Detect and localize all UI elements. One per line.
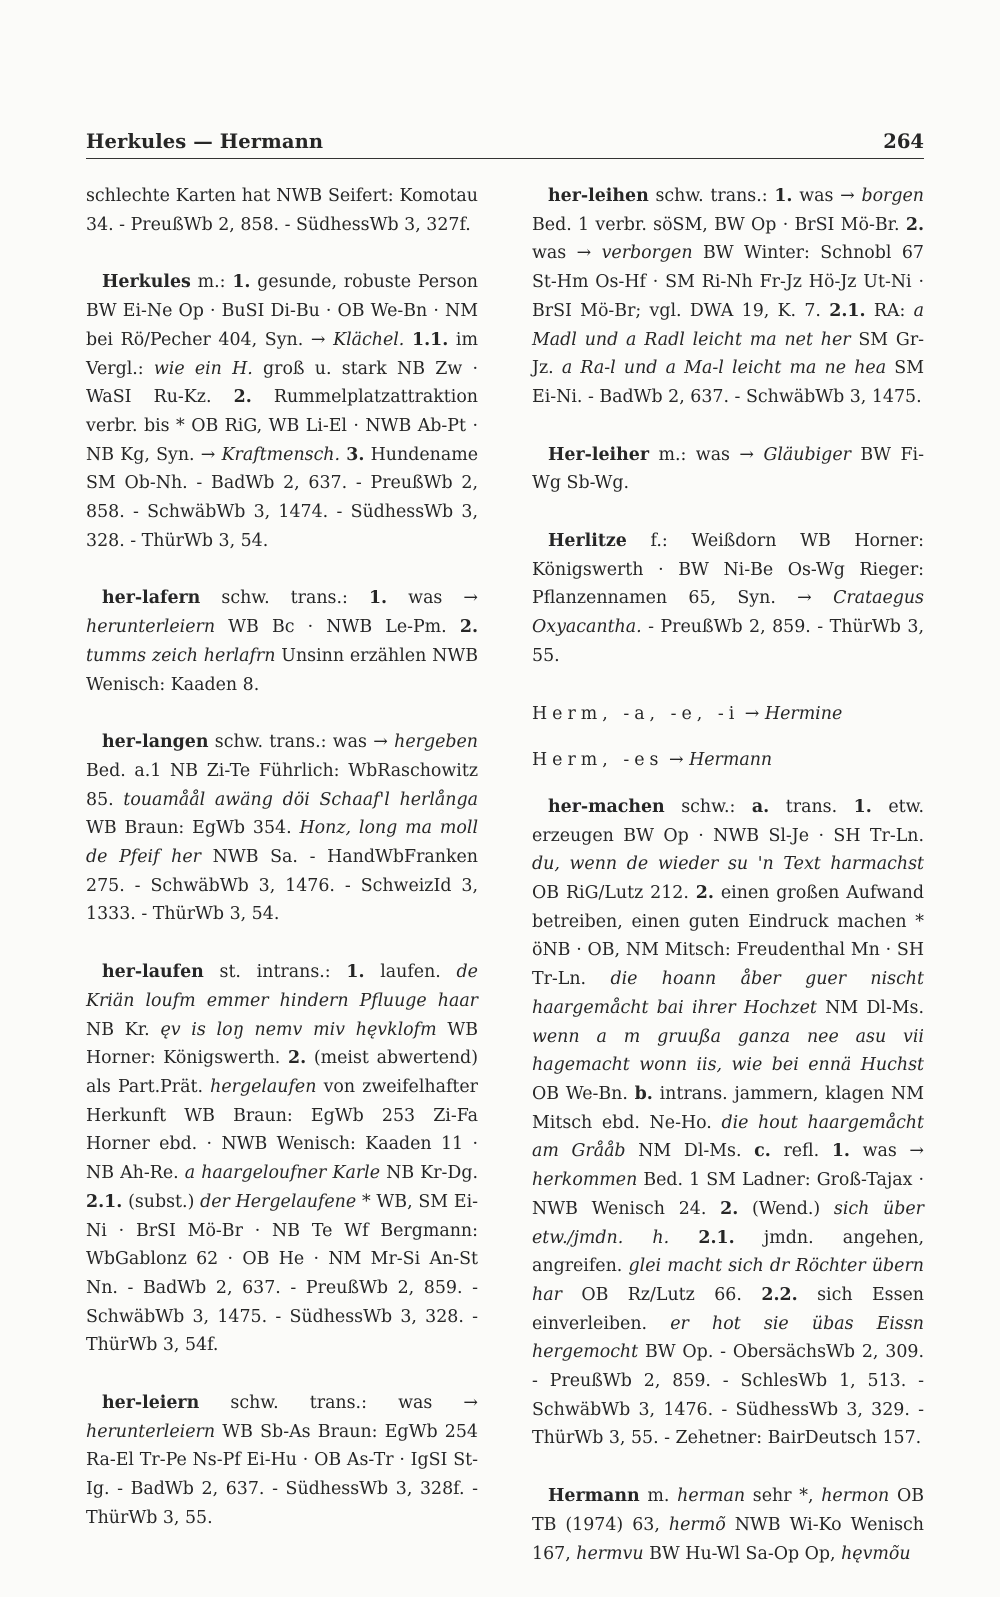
entry-text: was →	[532, 243, 602, 264]
sense-number: c.	[754, 1141, 771, 1162]
sense-number: 2.2.	[761, 1284, 798, 1305]
entry-text	[404, 330, 412, 350]
entry-text: (subst.)	[122, 1191, 201, 1212]
italic-text: Gläubiger	[763, 444, 851, 465]
entry-text: was →	[387, 588, 479, 609]
entry-text: NM Dl-Ms.	[625, 1141, 755, 1162]
sense-number: 2.	[288, 1048, 307, 1069]
entry-text: gesunde, robuste Person BW Ei-Ne Op · BuSI Di-Bu · OB We-Bn · NM bei Rö/Pecher 404, Syn. →	[86, 272, 479, 350]
italic-text: Hermine	[764, 703, 843, 724]
entry-text: OB Rz/Lutz 66.	[561, 1284, 762, 1305]
italic-text: a Ra-l und a Ma-l leicht ma ne hea	[561, 358, 887, 379]
sense-number: 1.	[774, 186, 793, 206]
sense-number: 2.	[459, 617, 478, 638]
entry-lemma: her-leiern	[102, 1393, 200, 1414]
entry-text: sich Essen einverleiben.	[532, 1284, 924, 1334]
italic-text: Hermann	[689, 750, 773, 771]
dictionary-entry	[86, 1389, 478, 1533]
entry-text: WB Sb-As Braun: EgWb 254 Ra-El Tr-Pe Ns-Pf Ei-Hu · OB As-Tr · IgSI St-Ig. - BadWb 2, 637. - SüdhessWb 3, 328f. - ThürWb 3, 55.	[86, 1421, 478, 1528]
entry-text: NWB Sa. - HandWbFranken 275. - SchwäbWb 3, 1476. - SchweizId 3, 1333. - ThürWb 3, 54.	[86, 847, 478, 925]
italic-text: ęv is loŋ nemv miv hęvklofm	[160, 1019, 437, 1040]
entry-text: m.:	[190, 272, 233, 293]
dictionary-entry	[532, 182, 924, 412]
entry-lemma: Herlitze	[548, 531, 627, 552]
italic-text: tumms zeich herlafrn	[86, 645, 276, 666]
entry-text: BW Hu-Wl Sa-Op Op,	[643, 1543, 842, 1564]
entry-text: Bed. 1 SM Ladner: Groß-Tajax · NWB Wenisch 24.	[532, 1170, 924, 1219]
entry-lemma: Herm, -a, -e, -i	[532, 703, 740, 724]
entry-text: Hundename SM Ob-Nh. - BadWb 2, 637. - PreußWb 2, 858. - SchwäbWb 3, 1474. - SüdhessWb 3, 328. - ThürWb 3, 54.	[86, 444, 478, 551]
running-title: Herkules — Hermann	[86, 130, 324, 153]
entry-text: NB Kr.	[86, 1019, 161, 1040]
dictionary-entry	[532, 793, 924, 1453]
italic-text: touamåål awäng döi Schaaf'l herlånga	[123, 789, 479, 810]
entry-text: trans.	[769, 796, 854, 817]
cross-reference	[532, 700, 924, 729]
entry-lemma: her-machen	[548, 796, 665, 817]
sense-number: 2.1.	[86, 1191, 123, 1212]
entry-text: sehr *,	[745, 1486, 822, 1507]
entry-text: schw. trans.: was →	[208, 732, 395, 753]
entry-lemma: her-lafern	[102, 588, 201, 609]
entry-text: WB Horner: Königswerth.	[86, 1019, 478, 1069]
entry-text: WB Bc · NWB Le-Pm.	[215, 617, 460, 638]
entry-text: Unsinn erzählen NWB Wenisch: Kaaden 8.	[86, 645, 478, 695]
sense-number: 2.	[233, 387, 252, 408]
entry-text: (Wend.)	[738, 1198, 834, 1219]
italic-text: herman	[677, 1486, 746, 1507]
sense-number: 2.	[905, 214, 924, 235]
entry-text: WB Braun: EgWb 354.	[86, 818, 300, 839]
italic-text: du, wenn de wieder su 'n Text harmachst	[532, 854, 924, 875]
entry-text: OB RiG/Lutz 212.	[532, 883, 696, 904]
sense-number: 2.	[695, 883, 714, 904]
entry-text: schw. trans.:	[648, 186, 775, 206]
entry-text: was →	[792, 186, 862, 206]
sense-number: 2.	[720, 1198, 739, 1219]
entry-text: NWB Wi-Ko Wenisch 167,	[532, 1514, 924, 1564]
entry-text: intrans. jammern, klagen NM Mitsch ebd. Ne-Ho.	[532, 1083, 925, 1133]
entry-text: einen großen Aufwand betreiben, einen guten Eindruck machen * öNB · OB, NM Mitsch: Freudenthal Mn · SH Tr-Ln.	[532, 883, 924, 990]
dictionary-entry	[86, 268, 478, 555]
entry-text: Rummelplatzattraktion verbr. bis * OB RiG, WB Li-El · NWB Ab-Pt · NB Kg, Syn. →	[86, 387, 478, 465]
entry-lemma: Hermann	[548, 1486, 640, 1507]
italic-text: sich über etw./jmdn. h.	[532, 1198, 924, 1248]
entry-text: schw.:	[664, 796, 752, 817]
sense-number: 1.	[346, 962, 365, 983]
entry-text: - PreußWb 2, 859. - ThürWb 3, 55.	[532, 617, 924, 666]
entry-text: f.: Weißdorn WB Horner: Königswerth · BW Ni-Be Os-Wg Rieger: Pflanzennamen 65, Syn. →	[532, 531, 924, 609]
entry-text: refl.	[770, 1141, 832, 1162]
entry-text: st. intrans.:	[203, 962, 347, 983]
sense-number: 2.1.	[698, 1227, 735, 1248]
entry-text: m.	[639, 1486, 678, 1507]
entry-text	[669, 1228, 698, 1248]
entry-text: Bed. a.1 NB Zi-Te Führlich: WbRaschowitz 85.	[86, 760, 478, 810]
entry-text: SM Ei-Ni. - BadWb 2, 637. - SchwäbWb 3, 1475.	[532, 358, 924, 407]
italic-text: borgen	[861, 186, 924, 206]
entry-text: NM Dl-Ms.	[816, 997, 924, 1018]
entry-text: NB Kr-Dg.	[380, 1163, 478, 1184]
entry-text: jmdn. angehen, angreifen.	[532, 1227, 925, 1277]
sense-number: 3.	[346, 444, 365, 465]
left-column	[86, 182, 478, 1562]
italic-text: a haargeloufner Karle	[184, 1163, 380, 1184]
entry-text: BW Winter: Schnobl 67 St-Hm Os-Hf · SM Ri-Nh Fr-Jz Hö-Jz Ut-Ni · BrSI Mö-Br; vgl. DWA 19, K. 7.	[532, 243, 924, 321]
sense-number: 2.1.	[829, 300, 866, 321]
entry-text: etw. erzeugen BW Op · NWB Sl-Je · SH Tr-Ln.	[532, 796, 924, 846]
entry-text: im Vergl.:	[86, 329, 478, 379]
italic-text: herkommen	[532, 1170, 638, 1191]
entry-lemma: Herkules	[102, 272, 191, 293]
entry-text: →	[663, 750, 690, 771]
dictionary-entry	[86, 958, 478, 1360]
entry-lemma: Her-leiher	[548, 444, 650, 465]
italic-text: er hot sie übas Eissn hergemocht	[532, 1313, 924, 1363]
dictionary-entry	[532, 1482, 924, 1568]
sense-number: 1.	[831, 1141, 850, 1162]
italic-text: herunterleiern	[86, 1421, 216, 1442]
italic-text: verborgen	[601, 243, 693, 264]
sense-number: 1.	[853, 796, 872, 817]
entry-text: schw. trans.: was →	[199, 1393, 478, 1414]
italic-text: wenn a m gruußa ganza nee asu vii hagemacht wonn iis, wie bei ennä Huchst	[532, 1026, 924, 1076]
entry-text: schlechte Karten hat NWB Seifert: Komotau 34. - PreußWb 2, 858. - SüdhessWb 3, 327f.	[86, 186, 478, 235]
italic-text: wie ein H.	[153, 358, 253, 379]
italic-text: Kraftmensch.	[221, 444, 341, 465]
entry-text: m.: was →	[649, 444, 764, 465]
italic-text: die hout haargemåcht am Grååb	[532, 1112, 924, 1162]
italic-text: hermõ	[668, 1514, 726, 1535]
entry-text: BW Op. - ObersächsWb 2, 309. - PreußWb 2, 859. - SchlesWb 1, 513. - SchwäbWb 3, 1476. - SüdhessWb 3, 329. - ThürWb 3, 55. - Zehetner: BairDeutsch 157.	[532, 1342, 924, 1449]
dictionary-entry	[532, 527, 924, 671]
entry-text: SM Gr-Jz.	[532, 329, 925, 379]
italic-text: hęvmõu	[841, 1543, 911, 1564]
italic-text: hergeben	[394, 732, 478, 753]
dictionary-entry	[86, 182, 478, 239]
italic-text: hergelaufen	[210, 1076, 317, 1097]
entry-text: OB TB (1974) 63,	[532, 1486, 924, 1535]
sense-number: 1.1.	[411, 329, 449, 350]
dictionary-entry	[86, 584, 478, 699]
entry-text: →	[739, 703, 765, 724]
italic-text: Klächel.	[333, 329, 405, 350]
italic-text: de Kriän loufm emmer hindern Pfluuge haar	[86, 962, 478, 1011]
cross-reference	[532, 746, 924, 775]
entry-text: (meist abwertend) als Part.Prät.	[86, 1048, 478, 1097]
right-column	[532, 182, 924, 1597]
italic-text: hermon	[821, 1486, 890, 1507]
italic-text: a Madl und a Radl leicht ma net her	[532, 300, 924, 350]
entry-text: OB We-Bn.	[532, 1083, 635, 1104]
dictionary-entry	[86, 728, 478, 929]
italic-text: hermvu	[576, 1543, 644, 1564]
entry-text: schw. trans.:	[200, 588, 369, 609]
entry-text: von zweifelhafter Herkunft WB Braun: EgWb 253 Zi-Fa Horner ebd. · NWB Wenisch: Kaaden 11 · NB Ah-Re.	[86, 1076, 478, 1184]
sense-number: a.	[751, 796, 770, 817]
entry-text: groß u. stark NB Zw · WaSI Ru-Kz.	[86, 358, 478, 408]
entry-text: * WB, SM Ei-Ni · BrSI Mö-Br · NB Te Wf Bergmann: WbGablonz 62 · OB He · NM Mr-Si An-St Nn. - BadWb 2, 637. - PreußWb 2, 859. - SchwäbWb 3, 1475. - SüdhessWb 3, 328. - ThürWb 3, 54f.	[86, 1191, 479, 1356]
sense-number: 1.	[368, 588, 388, 609]
entry-lemma: her-laufen	[102, 962, 204, 983]
entry-text: BW Fi-Wg Sb-Wg.	[532, 444, 924, 494]
header-rule	[86, 158, 924, 159]
page-number: 264	[883, 130, 924, 153]
entry-text: Bed. 1 verbr. söSM, BW Op · BrSI Mö-Br.	[532, 214, 906, 235]
entry-text: laufen.	[364, 962, 457, 983]
entry-lemma: Herm, -es	[532, 750, 664, 771]
entry-lemma: her-leihen	[548, 186, 649, 206]
italic-text: Crataegus Oxyacantha.	[532, 588, 924, 638]
italic-text: Honz, long ma moll de Pfeif her	[86, 818, 479, 868]
entry-lemma: her-langen	[102, 732, 209, 753]
sense-number: b.	[634, 1083, 653, 1104]
dictionary-entry	[532, 441, 924, 498]
italic-text: der Hergelaufene	[200, 1191, 357, 1212]
italic-text: die hoann åber guer nischt haargemåcht bai ihrer Hochzet	[532, 969, 924, 1018]
sense-number: 1.	[232, 272, 251, 293]
italic-text: herunterleiern	[86, 617, 216, 638]
entry-text: RA:	[865, 300, 914, 321]
page-header	[86, 130, 924, 160]
italic-text: glei macht sich dr Röchter übern har	[532, 1256, 924, 1305]
entry-text: was →	[849, 1141, 925, 1162]
